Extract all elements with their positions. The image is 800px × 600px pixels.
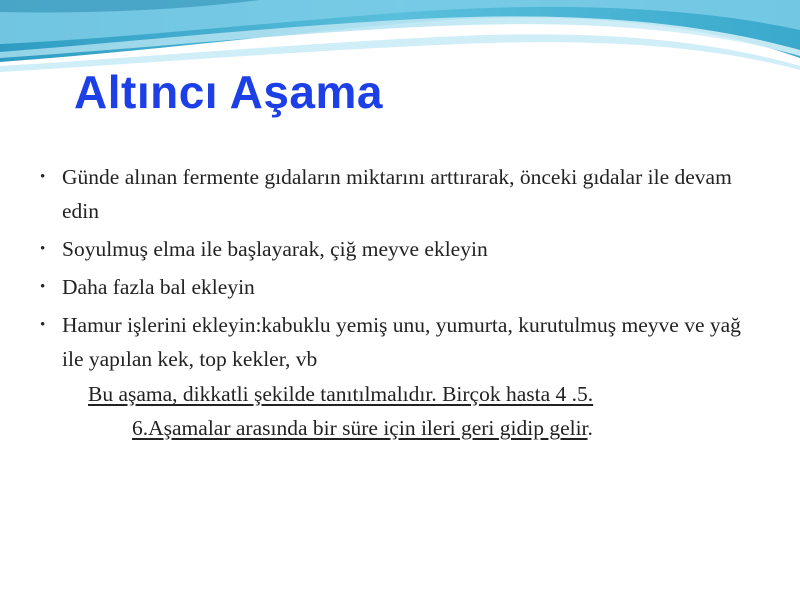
bullet-dot: • xyxy=(40,279,46,295)
bullet-dot: • xyxy=(40,169,46,185)
bullet-text: Soyulmuş elma ile başlayarak, çiğ meyve ekleyin xyxy=(62,237,488,261)
note-end-punctuation: . xyxy=(587,416,593,440)
slide-title: Altıncı Aşama xyxy=(74,66,384,118)
bullet-dot: • xyxy=(40,241,46,257)
bullet-text: Hamur işlerini ekleyin:kabuklu yemiş unu, yumurta, kurutulmuş meyve ve yağ ile yapılan kek, top kekler, vb xyxy=(62,313,741,371)
note-underlined-text: 6.Aşamalar arasında bir süre için ileri geri gidip gelir xyxy=(132,416,588,440)
note-line-2 xyxy=(88,411,748,445)
bullet-item xyxy=(40,160,760,228)
bullet-item xyxy=(40,232,760,266)
bullet-list xyxy=(40,160,760,380)
bullet-text: Daha fazla bal ekleyin xyxy=(62,275,255,299)
bullet-dot: • xyxy=(40,317,46,333)
bullet-text: Günde alınan fermente gıdaların miktarını arttırarak, önceki gıdalar ile devam edin xyxy=(62,165,732,223)
note-line-1 xyxy=(88,377,748,411)
bullet-item xyxy=(40,270,760,304)
note-underlined-text: Bu aşama, dikkatli şekilde tanıtılmalıdır. Birçok hasta 4 .5. xyxy=(88,382,594,406)
note-paragraph xyxy=(88,377,748,445)
bullet-item xyxy=(40,308,760,376)
